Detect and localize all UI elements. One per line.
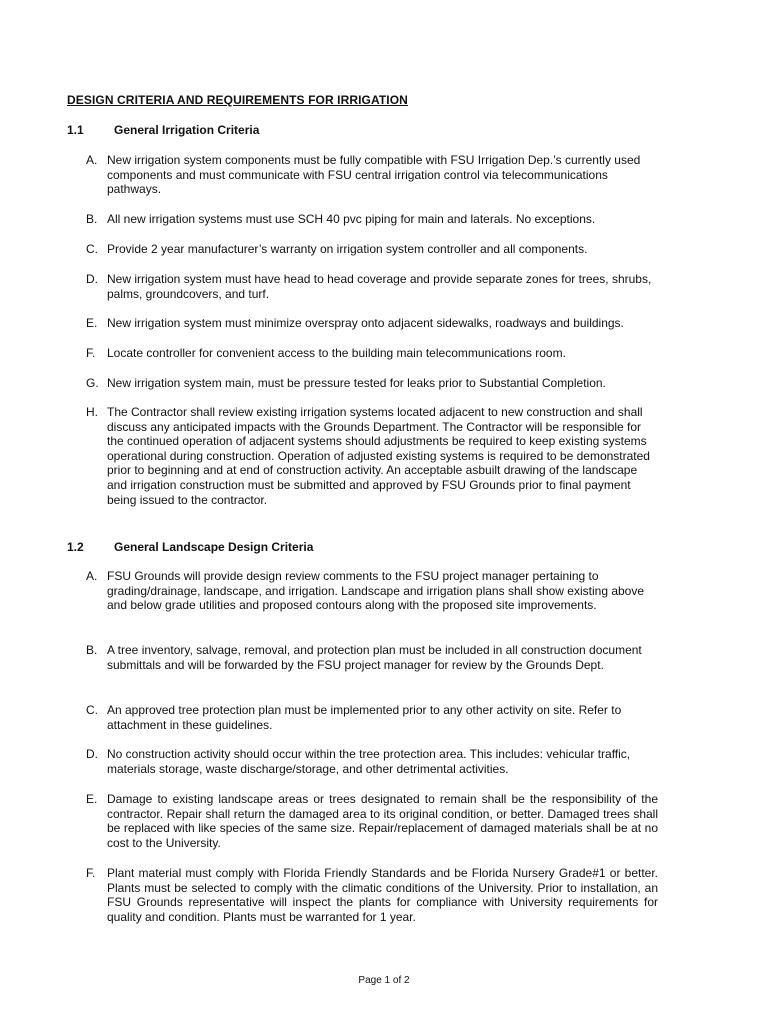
- list-item: [86, 703, 658, 732]
- item-letter: H.: [86, 405, 98, 419]
- section-title: General Landscape Design Criteria: [114, 540, 314, 554]
- list-item: [86, 346, 658, 361]
- item-text: New irrigation system must have head to head coverage and provide separate zones for trees, shrubs, palms, groundcovers, and turf.: [107, 272, 652, 301]
- section-number: 1.1: [67, 123, 84, 137]
- item-letter: E.: [86, 792, 98, 806]
- item-text: An approved tree protection plan must be implemented prior to any other activity on site. Refer to attachment in these guidelines.: [107, 703, 622, 732]
- list-item: [86, 153, 658, 197]
- item-letter: D.: [86, 747, 98, 761]
- list-item: [86, 792, 658, 850]
- list-item: [86, 569, 658, 613]
- list-item: [86, 643, 658, 672]
- item-letter: F.: [86, 866, 96, 880]
- item-text: Plant material must comply with Florida Friendly Standards and be Florida Nursery Grade#1 or better. Plants must be selected to comply with the climatic conditions of the University. Prior to installation, an FSU Grounds representative will inspect the plants for compliance with University requirements for quality and condition. Plants must be warranted for 1 year.: [107, 866, 658, 924]
- section-heading-1-1: [67, 123, 259, 137]
- item-text: No construction activity should occur within the tree protection area. This includes: vehicular traffic, materials storage, waste discharge/storage, and other detrimental activities.: [107, 747, 631, 776]
- document-title: DESIGN CRITERIA AND REQUIREMENTS FOR IRRIGATION: [67, 93, 408, 107]
- section-heading-1-2: [67, 540, 313, 554]
- item-text: A tree inventory, salvage, removal, and protection plan must be included in all construction document submittals and will be forwarded by the FSU project manager for review by the Grounds Dept.: [107, 643, 642, 672]
- item-letter: B.: [86, 643, 98, 657]
- item-letter: A.: [86, 153, 98, 167]
- item-letter: D.: [86, 272, 98, 286]
- item-text: The Contractor shall review existing irrigation systems located adjacent to new construction and shall discuss any anticipated impacts with the Grounds Department. The Contractor will be responsible for the continued operation of adjacent systems should adjustments be required to keep existing systems operational during construction. Operation of adjusted existing systems is required to be demonstrated prior to beginning and at end of construction activity. An acceptable asbuilt drawing of the landscape and irrigation construction must be submitted and approved by FSU Grounds prior to final payment being issued to the contractor.: [107, 405, 650, 507]
- list-item: [86, 866, 658, 924]
- page-number: Page 1 of 2: [358, 975, 410, 986]
- item-letter: A.: [86, 569, 98, 583]
- list-item: [86, 272, 658, 301]
- item-text: Provide 2 year manufacturer’s warranty on irrigation system controller and all components.: [107, 242, 588, 256]
- list-item: [86, 376, 658, 391]
- item-letter: E.: [86, 316, 98, 330]
- item-letter: F.: [86, 346, 96, 360]
- list-item: [86, 747, 658, 776]
- list-item: [86, 242, 658, 257]
- item-text: New irrigation system main, must be pressure tested for leaks prior to Substantial Completion.: [107, 376, 606, 390]
- item-letter: C.: [86, 242, 98, 256]
- item-text: New irrigation system must minimize overspray onto adjacent sidewalks, roadways and buildings.: [107, 316, 624, 330]
- list-item: [86, 405, 658, 507]
- item-letter: C.: [86, 703, 98, 717]
- list-item: [86, 212, 658, 227]
- item-text: All new irrigation systems must use SCH 40 pvc piping for main and laterals. No exceptions.: [107, 212, 596, 226]
- item-text: New irrigation system components must be fully compatible with FSU Irrigation Dep.’s currently used components and must communicate with FSU central irrigation control via telecommunications pathways.: [107, 153, 641, 197]
- item-text: Damage to existing landscape areas or trees designated to remain shall be the responsibility of the contractor. Repair shall return the damaged area to its original condition, or better. Damaged trees shall be replaced with like species of the same size. Repair/replacement of damaged materials shall be at no cost to the University.: [107, 792, 658, 850]
- item-text: FSU Grounds will provide design review comments to the FSU project manager pertaining to grading/drainage, landscape, and irrigation. Landscape and irrigation plans shall show existing above and below grade utilities and proposed contours along with the proposed site improvements.: [107, 569, 645, 613]
- list-item: [86, 316, 658, 331]
- item-text: Locate controller for convenient access to the building main telecommunications room.: [107, 346, 566, 360]
- section-title: General Irrigation Criteria: [114, 123, 260, 137]
- item-letter: B.: [86, 212, 98, 226]
- section-number: 1.2: [67, 540, 84, 554]
- item-letter: G.: [86, 376, 99, 390]
